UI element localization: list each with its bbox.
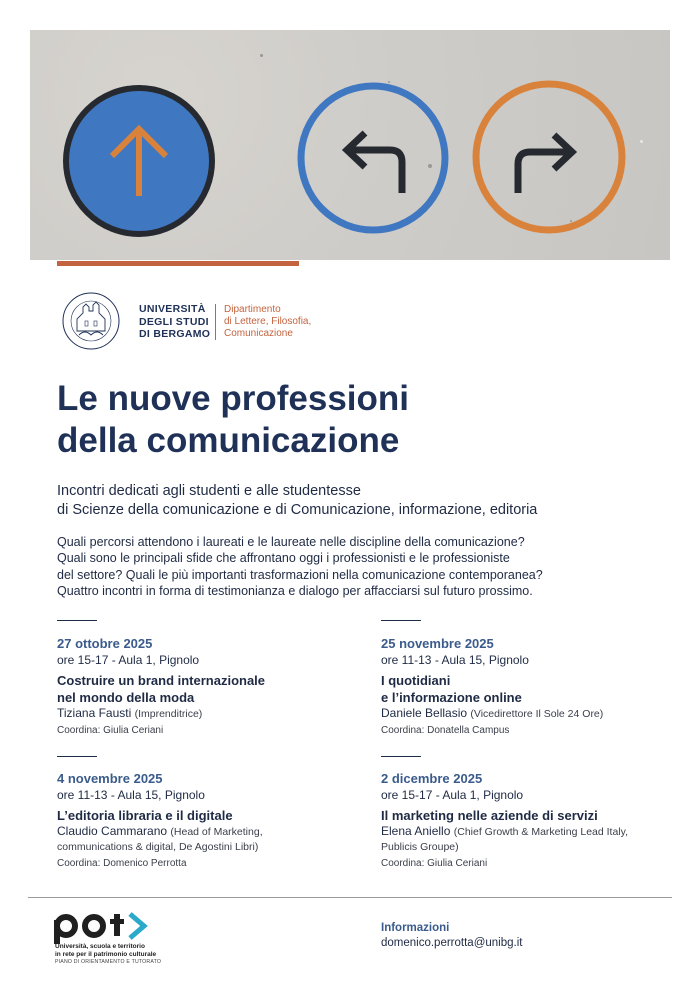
subtitle: Incontri dedicati agli studenti e alle studentesse di Scienze della comunicazione e di Comunicazione, informazione, editoria <box>57 483 538 518</box>
event-divider <box>381 620 421 621</box>
event-card <box>381 635 681 738</box>
event-divider <box>57 620 97 621</box>
accent-bar <box>57 261 299 266</box>
page-title: Le nuove professioni della comunicazione <box>57 379 409 460</box>
event-coordinator: Coordina: Domenico Perrotta <box>57 858 187 869</box>
event-coordinator: Coordina: Giulia Ceriani <box>381 858 488 869</box>
event-title: I quotidiani e l’informazione online <box>381 673 522 705</box>
event-card <box>57 635 357 738</box>
pot-chevron-icon <box>130 914 144 938</box>
event-card <box>57 770 357 871</box>
event-card <box>381 770 681 871</box>
event-speaker: Elena Aniello (Chief Growth & Marketing Lead Italy, <box>381 824 629 838</box>
event-title: Costruire un brand internazionale nel mondo della moda <box>57 673 266 705</box>
event-time: ore 15-17 - Aula 1, Pignolo <box>57 653 200 667</box>
arrow-up-icon <box>66 88 212 234</box>
intro-paragraph: Quali percorsi attendono i laureati e le laureate nelle discipline della comunicazione? Quali sono le principali sfide che affrontano oggi i professionisti e le professioniste del settore? Quali le più importanti trasformazioni nella comunicazione contemporanea? Quattro incontri in forma di testimonianza e dialogo per affacciarsi sul futuro prossimo. <box>57 535 543 598</box>
event-title: L’editoria libraria e il digitale <box>57 808 233 823</box>
event-coordinator: Coordina: Donatella Campus <box>381 725 510 736</box>
arrow-turn-left-icon <box>301 86 445 230</box>
pot-tagline: Università, scuola e territorio in rete per il patrimonio culturale <box>55 943 157 958</box>
event-date: 27 ottobre 2025 <box>57 636 153 651</box>
event-speaker: Daniele Bellasio (Vicedirettore Il Sole 24 Ore) <box>381 706 604 720</box>
pot-logo <box>54 910 164 944</box>
info-email-link[interactable]: domenico.perrotta@unibg.it <box>381 937 523 949</box>
event-date: 2 dicembre 2025 <box>381 771 483 786</box>
pot-subline: PIANO DI ORIENTAMENTO E TUTORATO <box>55 959 162 965</box>
event-speaker-role-continued: Publicis Groupe) <box>381 841 459 853</box>
event-divider <box>57 756 97 757</box>
event-time: ore 15-17 - Aula 1, Pignolo <box>381 788 524 802</box>
event-divider <box>381 756 421 757</box>
event-time: ore 11-13 - Aula 15, Pignolo <box>381 653 529 667</box>
event-speaker: Tiziana Fausti (Imprenditrice) <box>57 706 203 720</box>
event-time: ore 11-13 - Aula 15, Pignolo <box>57 788 205 802</box>
event-speaker-role-continued: communications & digital, De Agostini Libri) <box>57 841 259 853</box>
arrow-turn-right-icon <box>476 84 622 230</box>
event-speaker: Claudio Cammarano (Head of Marketing, <box>57 824 263 838</box>
logo-divider <box>215 304 216 340</box>
university-seal-icon <box>55 291 127 351</box>
event-title: Il marketing nelle aziende di servizi <box>381 808 598 823</box>
footer-divider <box>28 897 672 898</box>
department-name: Dipartimento di Lettere, Filosofia, Comunicazione <box>224 304 312 339</box>
university-name: UNIVERSITÀ DEGLI STUDI DI BERGAMO <box>139 303 211 340</box>
event-coordinator: Coordina: Giulia Ceriani <box>57 725 164 736</box>
event-date: 25 novembre 2025 <box>381 636 494 651</box>
hero-image <box>30 30 670 260</box>
info-label: Informazioni <box>381 922 450 934</box>
event-date: 4 novembre 2025 <box>57 771 163 786</box>
